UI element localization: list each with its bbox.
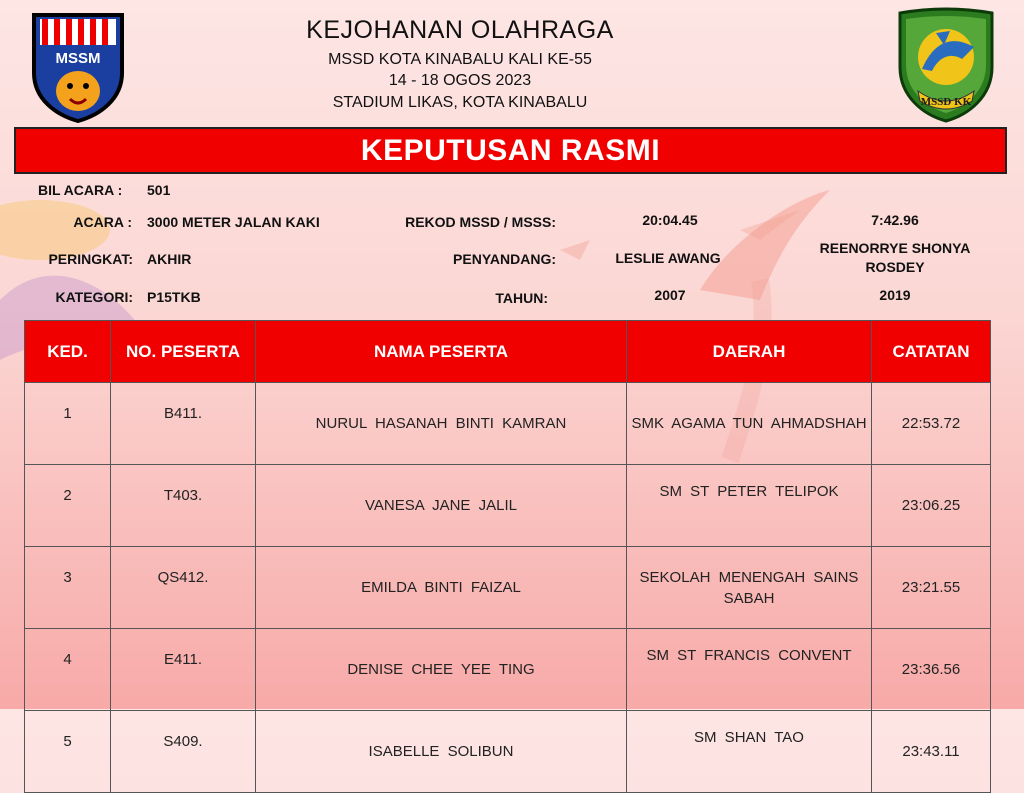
bil-acara-value: 501 (147, 182, 171, 198)
mssd-kk-logo-text: MSSD KK (920, 96, 972, 108)
cell-no-peserta: QS412. (111, 547, 256, 629)
header-no-peserta: NO. PESERTA (111, 321, 256, 383)
cell-daerah: SM ST PETER TELIPOK (627, 465, 872, 547)
mssm-logo (30, 11, 126, 123)
results-table (24, 320, 991, 793)
event-subtitle: MSSD KOTA KINABALU KALI KE-55 (328, 51, 592, 68)
event-venue: STADIUM LIKAS, KOTA KINABALU (332, 94, 588, 111)
event-title: KEJOHANAN OLAHRAGA (306, 16, 614, 44)
msss-penyandang-line1: REENORRYE SHONYA (819, 240, 971, 256)
cell-catatan: 23:06.25 (872, 465, 991, 547)
cell-ked: 1 (25, 383, 111, 465)
tahun-label: TAHUN: (495, 290, 548, 306)
cell-ked: 3 (25, 547, 111, 629)
cell-ked: 2 (25, 465, 111, 547)
cell-nama-peserta: DENISE CHEE YEE TING (256, 629, 627, 711)
cell-no-peserta: T403. (111, 465, 256, 547)
header-ked: KED. (25, 321, 111, 383)
kategori-value: P15TKB (147, 289, 201, 305)
kategori-label: KATEGORI: (55, 289, 133, 305)
cell-catatan: 22:53.72 (872, 383, 991, 465)
mssd-tahun-value: 2007 (654, 287, 686, 303)
cell-daerah: SM SHAN TAO (627, 711, 872, 793)
peringkat-label: PERINGKAT: (48, 251, 133, 267)
cell-ked: 5 (25, 711, 111, 793)
table-row (25, 383, 991, 465)
mssd-penyandang-value: LESLIE AWANG (615, 250, 721, 266)
header-catatan: CATATAN (872, 321, 991, 383)
header-nama-peserta: NAMA PESERTA (256, 321, 627, 383)
cell-ked: 4 (25, 629, 111, 711)
cell-nama-peserta: VANESA JANE JALIL (256, 465, 627, 547)
msss-tahun-value: 2019 (879, 287, 911, 303)
cell-no-peserta: S409. (111, 711, 256, 793)
cell-nama-peserta: ISABELLE SOLIBUN (256, 711, 627, 793)
table-row (25, 629, 991, 711)
bil-acara-label: BIL ACARA : (38, 182, 123, 198)
table-row (25, 465, 991, 547)
mssm-logo-text: MSSM (55, 50, 101, 67)
cell-no-peserta: E411. (111, 629, 256, 711)
table-row (25, 711, 991, 793)
mssd-rekod-value: 20:04.45 (642, 212, 698, 228)
table-row (25, 547, 991, 629)
cell-nama-peserta: EMILDA BINTI FAIZAL (256, 547, 627, 629)
cell-daerah: SM ST FRANCIS CONVENT (627, 629, 872, 711)
acara-label: ACARA : (73, 214, 132, 230)
event-dates: 14 - 18 OGOS 2023 (388, 72, 532, 89)
cell-nama-peserta: NURUL HASANAH BINTI KAMRAN (256, 383, 627, 465)
results-banner: KEPUTUSAN RASMI (14, 127, 1007, 174)
header-daerah: DAERAH (627, 321, 872, 383)
header (250, 14, 670, 112)
cell-catatan: 23:43.11 (872, 711, 991, 793)
rekod-label: REKOD MSSD / MSSS: (405, 214, 556, 230)
peringkat-value: AKHIR (147, 251, 192, 267)
cell-catatan: 23:21.55 (872, 547, 991, 629)
mssd-kk-logo (896, 7, 996, 125)
msss-penyandang-line2: ROSDEY (865, 259, 925, 275)
msss-rekod-value: 7:42.96 (871, 212, 919, 228)
cell-daerah: SMK AGAMA TUN AHMADSHAH (627, 383, 872, 465)
acara-value: 3000 METER JALAN KAKI (147, 214, 320, 230)
cell-catatan: 23:36.56 (872, 629, 991, 711)
penyandang-label: PENYANDANG: (453, 251, 556, 267)
cell-daerah: SEKOLAH MENENGAH SAINS SABAH (627, 547, 872, 629)
table-header-row (25, 321, 991, 383)
cell-no-peserta: B411. (111, 383, 256, 465)
